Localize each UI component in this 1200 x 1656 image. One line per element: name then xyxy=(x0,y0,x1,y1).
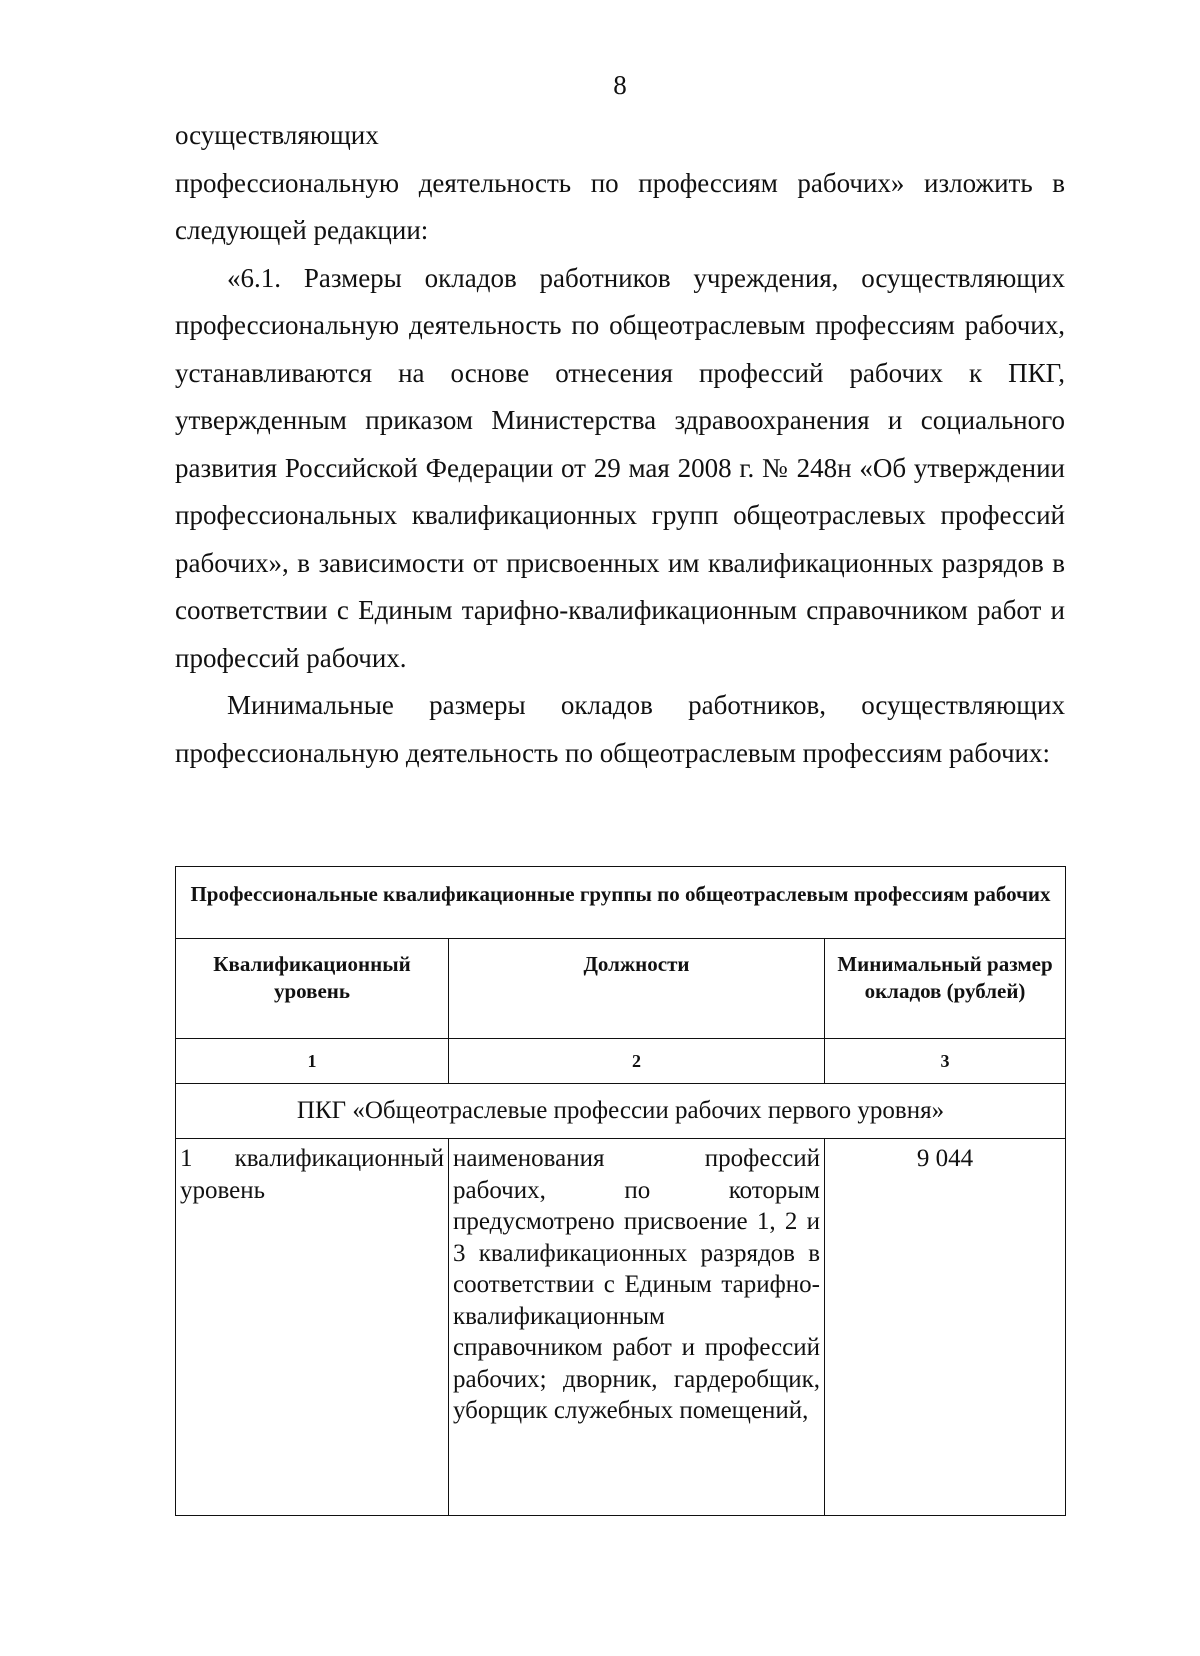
paragraph-intro: профессиональную деятельность по профессиям рабочих» изложить в следующей редакции: xyxy=(175,167,1065,245)
document-body xyxy=(175,112,1065,777)
column-number-2: 2 xyxy=(449,1039,825,1084)
salary-table-container xyxy=(175,866,1065,1516)
cell-positions: наименования профессий рабочих, по которым предусмотрено присвоение 1, 2 и 3 квалификационных разрядов в соответствии с Единым тарифно-квалификационным справочником работ и профессий рабочих; дворник, гардеробщик, уборщик служебных помещений, xyxy=(449,1139,825,1516)
table-row xyxy=(176,1139,1066,1516)
pkg-title: ПКГ «Общеотраслевые профессии рабочих первого уровня» xyxy=(176,1084,1066,1139)
column-number-3: 3 xyxy=(825,1039,1066,1084)
paragraph-6-1: «6.1. Размеры окладов работников учреждения, осуществляющих профессиональную деятельность по общеотраслевым профессиям рабочих, устанавливаются на основе отнесения профессий рабочих к ПКГ, утвержденным приказом Министерства здравоохранения и социального развития Российской Федерации от 29 мая 2008 г. № 248н «Об утверждении профессиональных квалификационных групп общеотраслевых профессий рабочих», в зависимости от присвоенных им квалификационных разрядов в соответствии с Единым тарифно-квалификационным справочником работ и профессий рабочих. xyxy=(175,262,1065,673)
column-number-1: 1 xyxy=(176,1039,449,1084)
salary-table xyxy=(175,866,1066,1516)
table-group-title: Профессиональные квалификационные группы по общеотраслевым профессиям рабочих xyxy=(176,867,1066,939)
page-number: 8 xyxy=(613,70,627,100)
column-header-level: Квалификационный уровень xyxy=(176,939,449,1039)
cell-salary: 9 044 xyxy=(825,1139,1066,1516)
column-header-salary: Минимальный размер окладов (рублей) xyxy=(825,939,1066,1039)
column-header-positions: Должности xyxy=(449,939,825,1039)
paragraph-min-salaries: Минимальные размеры окладов работников, осуществляющих профессиональную деятельность по общеотраслевым профессиям рабочих: xyxy=(175,690,1065,768)
paragraph-continuation: осуществляющих xyxy=(175,120,379,150)
cell-level: 1 квалификационный уровень xyxy=(176,1139,449,1516)
